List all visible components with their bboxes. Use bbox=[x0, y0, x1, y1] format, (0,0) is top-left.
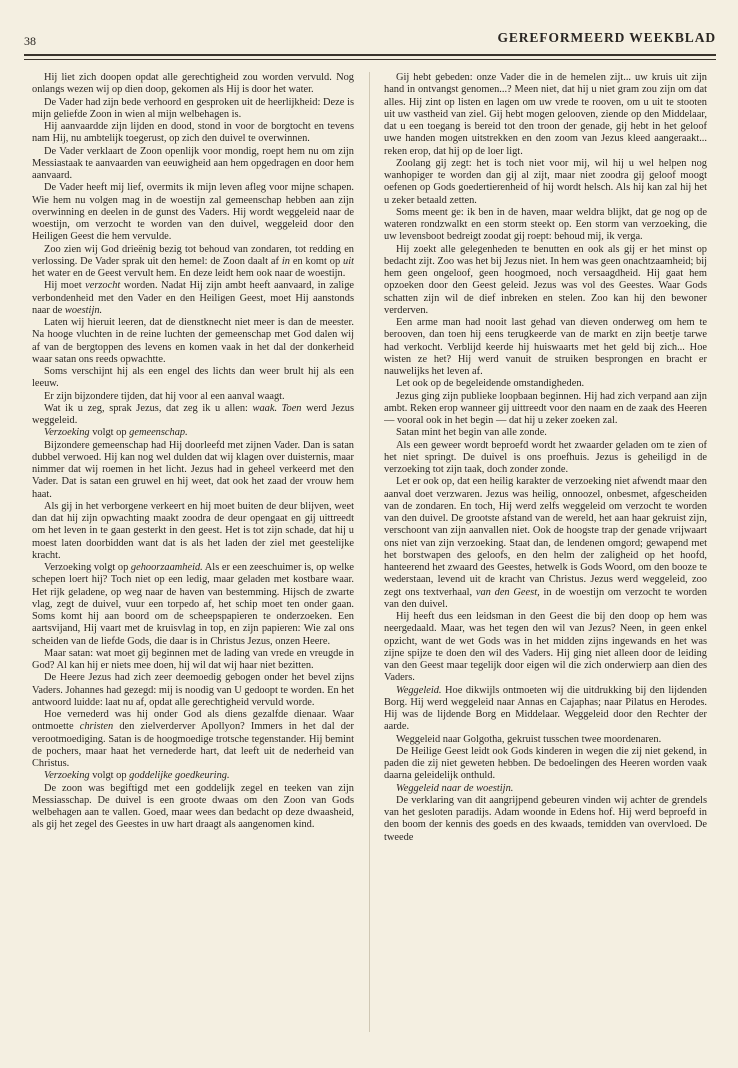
text-run: Wat ik u zeg, sprak Jezus, dat zeg ik u allen: bbox=[44, 402, 253, 414]
paragraph bbox=[32, 391, 354, 403]
text-run: Hij liet zich doopen opdat alle gerechtigheid zou worden vervuld. Nog onlangs wezen wij op dien doop, gekomen als Hij is door het water. bbox=[32, 72, 354, 96]
text-run: en komt op bbox=[289, 255, 344, 267]
paragraph bbox=[32, 182, 354, 243]
text-run: Zoolang gij zegt: het is toch niet voor mij, wil hij u wel helpen nog wanhopiger te worden dan gij al zijt, maar niet zoodra gij geloof moogt oefenen op Gods goedertierenheid of hij wordt helsch. Als hij kan zal hij het u zeker betaald zetten. bbox=[384, 157, 707, 206]
text-run: Hij zoekt alle gelegenheden te benutten en ook als gij er het minst op bedacht zijt. Zoo was het bij Jezus niet. In hem was geen onachtzaamheid; bij hem geen ongeloof, geen hoogmoed, noch versaagdheid. Hij gaat hem opzoeken door den Geest geleid. Jezus was vol des Geestes. Waar Gods schatten zijn wil de dief inbreken en stelen. Zoo kan hij den bewoner verderven. bbox=[384, 243, 707, 316]
text-run: Een arme man had nooit last gehad van dieven onderweg om hem te berooven, dan toen hij eens terugkeerde van de markt en zijn beetje tarwe had verkocht. Verblijd keerde hij huiswaarts met het geld bij zich... Hoe wisten ze het? Hij werd vanuit de struiken besprongen en bracht er nauwelijks het leven af. bbox=[384, 317, 707, 377]
italic-text: Toen bbox=[281, 402, 302, 414]
text-run: Weggeleid naar Golgotha, gekruist tusschen twee moordenaren. bbox=[396, 733, 662, 745]
journal-title: GEREFORMEERD WEEKBLAD bbox=[497, 30, 716, 45]
text-run: De Heilige Geest leidt ook Gods kinderen in wegen die zij niet gekend, in paden die zij niet geweten hebben. De bedoelingen des Heeren worden vaak daarna geleidelijk onthuld. bbox=[384, 745, 707, 782]
paragraph bbox=[32, 72, 354, 97]
paragraph bbox=[384, 611, 707, 685]
italic-text: gemeenschap. bbox=[129, 427, 188, 439]
text-run: Soms meent ge: ik ben in de haven, maar weldra blijkt, dat ge nog op de wateren rondzwalkt en een storm steekt op. Een storm van verzoeking, die uw levensboot bedreigt zoodat gij roept: behoud mij, ik verga. bbox=[384, 206, 707, 243]
italic-text: Verzoeking bbox=[44, 427, 90, 439]
text-run: Als een geweer wordt beproefd wordt het zwaarder geladen om te zien of het niet springt. De duivel is ons proefhuis. Jezus is geheiligd in de verzoeking tot zijn taak, doch zonder zonde. bbox=[384, 439, 707, 475]
italic-text: verzocht bbox=[85, 280, 121, 292]
paragraph bbox=[384, 72, 707, 158]
paragraph bbox=[384, 795, 707, 844]
paragraph bbox=[384, 207, 707, 244]
italic-text: van den Geest, bbox=[475, 586, 540, 598]
text-run: Satan mint het begin van alle zonde. bbox=[396, 427, 547, 439]
text-run: Hij aanvaardde zijn lijden en dood, stond in voor de borgtocht en tevens nam Hij, nu ambtelijk toegerust, op zich den duivel te overwinnen. bbox=[32, 121, 354, 145]
text-run: Gij hebt gebeden: onze Vader die in de hemelen zijt... uw kruis uit zijn hand in ontvangst genomen...? Meen niet, dat hij u niet gram zou zijn om dat alles. Hij zint op listen en lagen om uw vrede te rooven, om u uit te stooten uit uw vastheid van ziel. Gij hebt mogen gelooven, ziende op den Middelaar, dat u een toegang is bereid tot den troon der genade, gij hebt in het geloof uwe handen mogen uitstrekken en den zoom van Jezus kleed aangeraakt... reken erop, dat hij op de loer ligt. bbox=[384, 72, 707, 157]
paragraph bbox=[32, 709, 354, 770]
paragraph bbox=[32, 403, 354, 428]
paragraph bbox=[32, 440, 354, 501]
text-run: werd Jezus weggeleid. bbox=[32, 402, 354, 426]
italic-text: in bbox=[281, 255, 290, 267]
right-column bbox=[384, 72, 707, 1034]
paragraph bbox=[32, 97, 354, 122]
italic-text: woestijn. bbox=[64, 304, 103, 316]
paragraph bbox=[384, 734, 707, 746]
paragraph bbox=[384, 378, 707, 390]
column-divider bbox=[369, 72, 370, 1032]
text-run: Er zijn bijzondere tijden, dat hij voor al een aanval waagt. bbox=[44, 390, 285, 402]
text-run: Let er ook op, dat een heilig karakter de verzoeking niet afwendt maar den aanval doet verzwaren. Jezus was heilig, onnoozel, onbesmet, afgescheiden van de zondaren. En toch, Hij werd zelfs weggeleid om verzocht te worden van den duivel. De grootste afstand van de wereld, het aan haar gekruist zijn, verschoont van zijn aanvallen niet. Ook de hoogste trap der genade vrijwaart ons niet van zijn verzoeking. Staat dan, de lendenen omgord; gewapend met het borstwapen des geloofs, en den helm der zaligheid op het hoofd, hanteerend het zwaard des Geestes, hetwelk is Gods Woord, om den booze te wederstaan, levend uit de kracht van Christus. Jezus werd weggeleid, zoo zegt ons textverhaal, bbox=[384, 476, 707, 598]
text-run: het water en de Geest vervult hem. En deze leidt hem ook naar de woestijn. bbox=[32, 268, 346, 279]
page-number: 38 bbox=[24, 34, 36, 48]
text-run: Hij moet bbox=[44, 280, 86, 292]
paragraph bbox=[32, 672, 354, 709]
paragraph bbox=[32, 427, 354, 439]
text-run: Laten wij hieruit leeren, dat de dienstknecht niet meer is dan de meester. Na hooge vluchten in de reine luchten der gemeenschap met God dalen wij af van de bergtoppen des levens en komen vaak in het dal der donkerheid waar satan ons reeds opwachtte. bbox=[32, 317, 354, 365]
paragraph bbox=[384, 476, 707, 611]
paragraph bbox=[32, 146, 354, 183]
paragraph bbox=[384, 391, 707, 428]
paragraph bbox=[32, 770, 354, 782]
text-run: Hij heeft dus een leidsman in den Geest die bij den doop op hem was neergedaald. Maar, was het tegen den wil van Jezus? Neen, in geen enkel opzicht, want de wet Gods was in het midden zijns ingewands en het was zijne spijze te doen den wil des Vaders. Hij ging niet alleen door de leiding van den Geest maar tegelijk door eigen wil die zich onderwierp aan dien des Vaders. bbox=[384, 611, 707, 684]
text-run: Let ook op de begeleidende omstandigheden. bbox=[396, 378, 585, 390]
text-run: den zielverderver Apollyon? Immers in het dal der verootmoediging. Satan is de hoogmoedige trotsche tegenstander. Hij bemint de pochers, maar haat het vernederde hart, dat leeft uit de nederheid van Christus. bbox=[32, 721, 354, 769]
paragraph bbox=[384, 440, 707, 477]
paragraph bbox=[32, 501, 354, 562]
text-run: Jezus ging zijn publieke loopbaan beginnen. Hij had zich verpand aan zijn ambt. Reken erop wanneer gij uittreedt voor den naam en de zaak des Heeren — vooral ook in het begin — dat hij u zeker zoeken zal. bbox=[384, 390, 707, 426]
header-rule-thick bbox=[24, 54, 716, 56]
text-run: De Heere Jezus had zich zeer deemoedig gebogen onder het bevel zijns Vaders. Johannes had gezegd: mij is noodig van U gedoopt te worden. En het antwoord luidde: laat nu af, opdat alle gerechtigheid vervuld worde. bbox=[32, 672, 354, 708]
italic-text: christen bbox=[79, 721, 114, 733]
paragraph bbox=[384, 158, 707, 207]
text-run: De verklaring van dit aangrijpend gebeuren vinden wij achter de grendels van het gesloten paradijs. Adam woonde in Edens hof. Hij werd beproefd in den boom der kennis des goeds en des kwaads, temidden van overvloed. De tweede bbox=[384, 794, 707, 843]
paragraph bbox=[32, 121, 354, 146]
text-run: Als er een zeeschuimer is, op welke schepen loert hij? Toch niet op een ledig, maar geladen met kostbare waar. Het rijk geladene, op weg naar de haven van bestemming. Hijsch de zwarte vlag, zegt de duivel, vuur een torpedo af, het schip moet ten onder gaan. Soms komt hij aan boord om de scheepspapieren te onderzoeken. Een aartsvijand, Hij vaart met de kruisvlag in top, en zijn papieren: Wie zal ons scheiden van de liefde Gods, die daar is in Christus Jezus, onzen Heere. bbox=[32, 562, 354, 647]
left-column bbox=[32, 72, 354, 1034]
text-run: Maar satan: wat moet gij beginnen met de lading van vrede en vreugde in God? Al kan hij er niets mee doen, hij wil dat wij haar niet bezitten. bbox=[32, 647, 354, 671]
italic-text: gehoorzaamheid. bbox=[130, 562, 203, 573]
text-run: De Vader heeft mij lief, overmits ik mijn leven afleg voor mijne schapen. Wie hem nu volgen mag in de woestijn zal gemeenschap hebben aan zijn overwinning en deelen in de gunst des Vaders. Hij wordt weggeleid naar de woestijn, om verzocht te worden van den duivel, weggeleid door den Heiligen Geest die hem vervulde. bbox=[32, 182, 354, 243]
paragraph bbox=[384, 746, 707, 783]
page-header bbox=[24, 30, 716, 56]
paragraph bbox=[32, 280, 354, 317]
paragraph bbox=[384, 317, 707, 378]
text-run: Zoo zien wij God drieënig bezig tot behoud van zondaren, tot redding en verlossing. De Vader sprak uit den hemel: de Zoon daalt af bbox=[32, 243, 354, 267]
italic-text: uit bbox=[343, 255, 354, 267]
paragraph bbox=[32, 783, 354, 832]
paragraph bbox=[384, 427, 707, 439]
text-run: volgt op bbox=[89, 427, 130, 439]
text-run: De Vader verklaart de Zoon openlijk voor mondig, roept hem nu om zijn Messiastaak te aanvaarden van eeuwigheid aan hem opgedragen en door hem aanvaard. bbox=[32, 145, 354, 181]
text-run: in de woestijn om verzocht te worden van den duivel. bbox=[384, 586, 707, 610]
paragraph bbox=[384, 783, 707, 795]
header-rule-thin bbox=[24, 59, 716, 60]
text-run: volgt op bbox=[89, 770, 130, 782]
text-run: worden. Nadat Hij zijn ambt heeft aanvaard, in zalige verbondenheid met den Vader en den Heiligen Geest, moet Hij aanstonds naar de bbox=[32, 280, 354, 316]
paragraph bbox=[384, 244, 707, 318]
text-run: Bijzondere gemeenschap had Hij doorleefd met zijnen Vader. Dan is satan dubbel verwoed. Hij kan nog wel dulden dat wij klagen over duisternis, maar nimmer dat wij roemen in het licht. Jezus had in geheel verkeerd met den Vader. Dat is satan een gruwel en hij weet, dat ook het zaad der vrouw hem haat. bbox=[32, 439, 354, 500]
italic-text: goddelijke goedkeuring. bbox=[129, 770, 230, 782]
italic-text: Weggeleid naar de woestijn. bbox=[396, 782, 514, 794]
text-run: Hoe dikwijls ontmoeten wij die uitdrukking bij den lijdenden Borg. Hij werd weggeleid naar Annas en Cajaphas; naar Pilatus en Herodes. Hij was de lijdende Borg en Middelaar. Weggeleid door den Rechter der aarde. bbox=[384, 684, 707, 733]
paragraph bbox=[32, 244, 354, 281]
text-run: Verzoeking volgt op bbox=[44, 562, 131, 573]
text-run: De zoon was begiftigd met een goddelijk zegel en teeken van zijn Messiasschap. De duivel is een groote dwaas om den Zoon van Gods welbehagen aan te vallen. Goed, maar wees dan bedacht op deze dwaasheid, als gij het zegel des Geestes in uw hart draagt als aangenomen kind. bbox=[32, 782, 354, 831]
italic-text: Weggeleid. bbox=[396, 684, 442, 696]
text-run: De Vader had zijn bede verhoord en gesproken uit de heerlijkheid: Deze is mijn geliefde Zoon in wien al mijn welbehagen is. bbox=[32, 96, 354, 120]
text-run: Als gij in het verborgene verkeert en hij moet buiten de deur blijven, weet dan dat hij zijn opwachting maakt zoodra de deur opengaat en gij uittreedt om het leven in te gaan gesterkt in den geest. Het is tot zijn schade, dat hij u moest laten doorbidden want dat is als het laden der ziel met geestelijke kracht. bbox=[32, 500, 354, 561]
text-run: Hoe vernederd was hij onder God als diens gezalfde dienaar. Waar ontmoette bbox=[32, 709, 354, 733]
italic-text: waak. bbox=[252, 402, 278, 414]
text-run: Soms verschijnt hij als een engel des lichts dan weer brult hij als een leeuw. bbox=[32, 366, 354, 390]
italic-text: Verzoeking bbox=[44, 770, 90, 782]
paragraph bbox=[384, 685, 707, 734]
paragraph bbox=[32, 317, 354, 366]
paragraph bbox=[32, 648, 354, 673]
paragraph bbox=[32, 366, 354, 391]
paragraph bbox=[32, 562, 354, 648]
